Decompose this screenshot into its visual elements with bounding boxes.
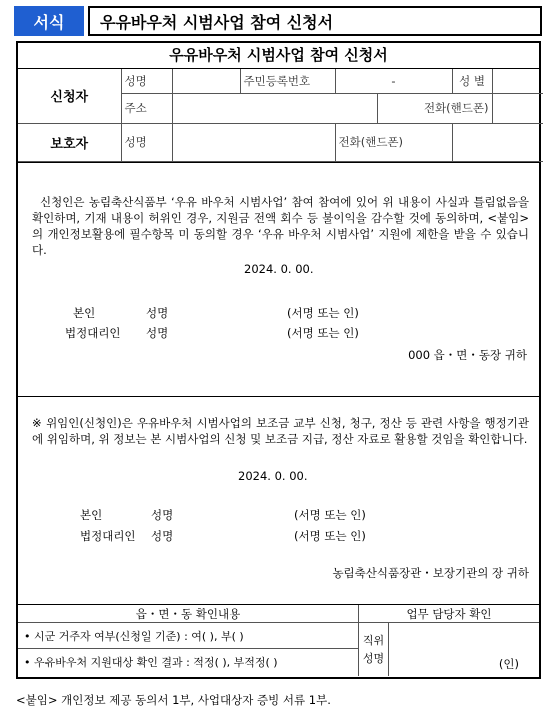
applicant-name-label: 성명 [121,69,172,93]
consent-proxy-label: 법정대리인 [65,325,121,340]
consent-proxy-sign: (서명 또는 인) [287,325,359,340]
guardian-label: 보호자 [18,123,121,161]
applicant-table [18,69,543,162]
officer-name-label: 성명 [362,651,385,665]
verification-body [18,623,539,676]
form-title: 우유바우처 시범사업 참여 신청서 [18,43,539,69]
consent-self-label: 본인 [73,305,96,320]
officer-seal-label: (인) [498,657,519,671]
applicant-rrn-label: 주민등록번호 [240,69,335,93]
delegation-date: 2024. 0. 00. [238,468,308,483]
applicant-gender-field[interactable] [492,69,543,93]
delegation-text: ※ 위임인(신청인)은 우유바우처 시범사업의 보조금 교부 신청, 청구, 정산 등 관련 사항을 행정기관에 위임하며, 위 정보는 본 시범사업의 신청 및 보조금 지급, 정산 자료로 활용할 것임을 확인합니다. [32,415,529,446]
delegation-proxy-label: 법정대리인 [80,528,136,543]
verification-right-header: 업무 담당자 확인 [406,606,492,621]
guardian-phone-label: 전화(핸드폰) [335,123,452,161]
verify-eligibility-item[interactable]: • 우유바우처 지원대상 확인 결과 : 적정( ), 부적정( ) [24,656,278,669]
consent-recipient: 000 읍・면・동장 귀하 [408,347,527,362]
form-header [14,6,542,36]
consent-proxy-name-label: 성명 [146,325,169,340]
delegation-recipient: 농림축산식품장관・보장기관의 장 귀하 [332,565,529,580]
delegation-proxy-name-label: 성명 [151,528,174,543]
header-title: 우유바우처 시범사업 참여 신청서 [88,6,542,36]
verification-left-header: 읍・면・동 확인내용 [18,605,359,622]
guardian-name-field[interactable] [172,123,335,161]
guardian-name-label: 성명 [121,123,172,161]
attachment-note: <붙임> 개인정보 제공 동의서 1부, 사업대상자 증빙 서류 1부. [16,693,331,707]
delegation-self-name-label: 성명 [151,507,174,522]
consent-date: 2024. 0. 00. [244,261,314,276]
form-badge: 서식 [14,6,84,36]
delegation-proxy-sign: (서명 또는 인) [294,528,366,543]
delegation-section [18,397,539,593]
application-form [16,41,541,679]
delegation-self-sign: (서명 또는 인) [294,507,366,522]
officer-seal-field[interactable] [389,623,539,676]
consent-section [18,162,539,397]
verification-section [18,604,539,677]
verify-residency-item[interactable]: • 시군 거주자 여부(신청일 기준) : 여( ), 부( ) [18,623,358,649]
consent-text: 신청인은 농림축산식품부 ‘우유 바우처 시범사업’ 참여 참여에 있어 위 내용이 사실과 틀림없음을 확인하며, 기재 내용이 허위인 경우, 지원금 전액 회수 등 불이익을 감수할 것에 동의하며, <붙임>의 개인정보활용에 필수항목 미 동의할 경우 ‘우유 바우처 시범사업’ 지원에 제한을 받을 수 있습니다. [32,194,529,257]
delegation-self-label: 본인 [80,507,103,522]
consent-self-name-label: 성명 [146,305,169,320]
applicant-gender-label: 성 별 [452,69,492,93]
applicant-name-field[interactable] [172,69,240,93]
applicant-address-field[interactable] [172,93,377,123]
verification-items [18,623,359,676]
verification-header [18,605,539,623]
applicant-phone-label: 전화(핸드폰) [377,93,492,123]
applicant-address-label: 주소 [121,93,172,123]
applicant-label: 신청자 [18,69,121,123]
applicant-phone-field[interactable] [492,93,543,123]
officer-position-label: 직위 [362,633,385,647]
officer-labels [359,623,389,676]
applicant-rrn-field[interactable]: - [335,69,452,93]
guardian-phone-field[interactable] [452,123,543,161]
consent-self-sign: (서명 또는 인) [287,305,359,320]
